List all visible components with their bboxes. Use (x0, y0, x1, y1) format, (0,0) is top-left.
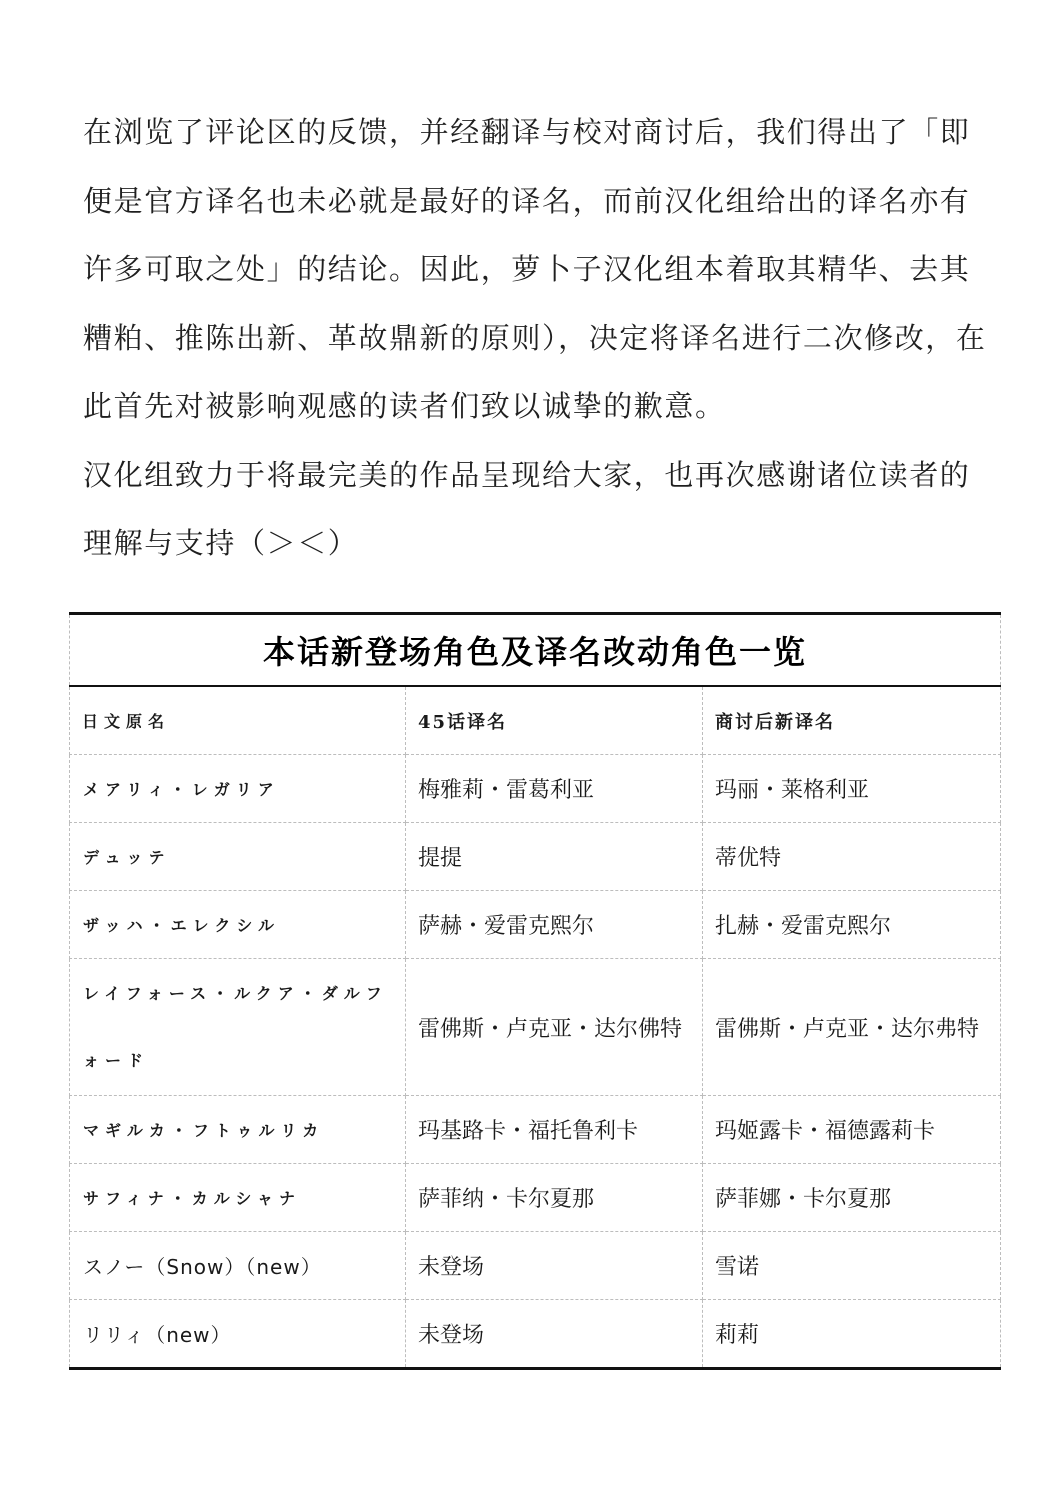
japanese-name-cell: メアリィ・レガリア (70, 755, 406, 823)
old-name-cell: 萨菲纳・卡尔夏那 (406, 1164, 703, 1232)
old-name-cell: 玛基路卡・福托鲁利卡 (406, 1096, 703, 1164)
japanese-name-cell: マギルカ・フトゥルリカ (70, 1096, 406, 1164)
table-row (70, 1096, 1001, 1164)
column-header-old-name: 45话译名 (406, 686, 703, 755)
notice-paragraph: 在浏览了评论区的反馈，并经翻译与校对商讨后，我们得出了「即便是官方译名也未必就是最好的译名，而前汉化组给出的译名亦有许多可取之处」的结论。因此，萝卜子汉化组本着取其精华、去其糟粕、推陈出新、革故鼎新的原则），决定将译名进行二次修改，在此首先对被影响观感的读者们致以诚挚的歉意。 (83, 115, 987, 423)
table-row (70, 1164, 1001, 1232)
japanese-name-cell: レイフォース・ルクア・ダルフォード (70, 959, 406, 1096)
table-title: 本话新登场角色及译名改动角色一览 (70, 614, 1001, 687)
column-header-new-name: 商讨后新译名 (703, 686, 1001, 755)
new-name-cell: 玛姬露卡・福德露莉卡 (703, 1096, 1001, 1164)
new-name-cell: 玛丽・莱格利亚 (703, 755, 1001, 823)
new-name-cell: 萨菲娜・卡尔夏那 (703, 1164, 1001, 1232)
table-row (70, 755, 1001, 823)
column-header-japanese: 日文原名 (70, 686, 406, 755)
new-name-cell: 蒂优特 (703, 823, 1001, 891)
old-name-cell: 雷佛斯・卢克亚・达尔佛特 (406, 959, 703, 1096)
table-header-row (70, 686, 1001, 755)
old-name-cell: 萨赫・爱雷克熙尔 (406, 891, 703, 959)
old-name-cell: 提提 (406, 823, 703, 891)
new-name-cell: 雷佛斯・卢克亚・达尔弗特 (703, 959, 1001, 1096)
character-name-table (69, 612, 1001, 1370)
old-name-cell: 梅雅莉・雷葛利亚 (406, 755, 703, 823)
old-name-cell: 未登场 (406, 1300, 703, 1369)
table-row (70, 891, 1001, 959)
new-name-cell: 莉莉 (703, 1300, 1001, 1369)
translation-notice (83, 98, 998, 578)
japanese-name-cell: サフィナ・カルシャナ (70, 1164, 406, 1232)
character-name-table-container (69, 612, 1000, 1370)
new-name-cell: 雪诺 (703, 1232, 1001, 1300)
table-row (70, 1232, 1001, 1300)
japanese-name-cell: ザッハ・エレクシル (70, 891, 406, 959)
japanese-name-cell: デュッテ (70, 823, 406, 891)
notice-paragraph: 汉化组致力于将最完美的作品呈现给大家，也再次感谢诸位读者的理解与支持（＞＜） (83, 457, 971, 560)
table-row (70, 959, 1001, 1096)
table-row (70, 823, 1001, 891)
new-name-cell: 扎赫・爱雷克熙尔 (703, 891, 1001, 959)
table-row (70, 1300, 1001, 1369)
japanese-name-cell: リリィ（new） (70, 1300, 406, 1369)
old-name-cell: 未登场 (406, 1232, 703, 1300)
japanese-name-cell: スノー（Snow）（new） (70, 1232, 406, 1300)
